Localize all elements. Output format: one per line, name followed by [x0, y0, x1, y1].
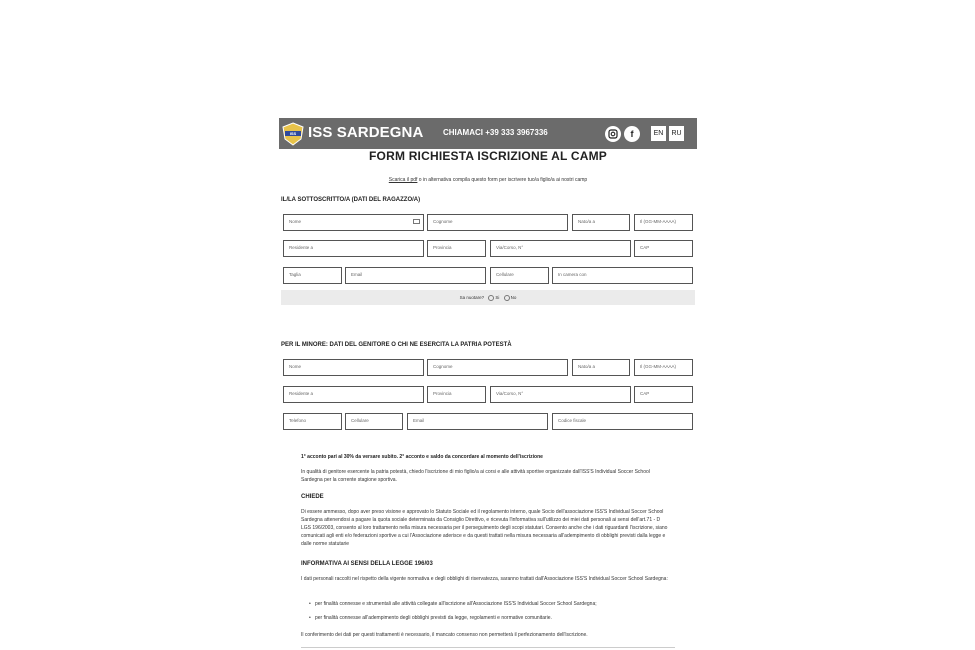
- call-number[interactable]: CHIAMACI +39 333 3967336: [443, 128, 548, 137]
- iss-logo-icon[interactable]: [281, 122, 305, 146]
- child-nome-placeholder: Nome: [289, 219, 302, 224]
- child-via-field[interactable]: Via/Corso, N°: [490, 240, 631, 257]
- section1-heading: IL/LA SOTTOSCRITTO/A (DATI DEL RAGAZZO/A): [281, 197, 421, 203]
- form-title: FORM RICHIESTA ISCRIZIONE AL CAMP: [369, 149, 607, 163]
- parent-residente-field[interactable]: Residente a: [283, 386, 424, 403]
- qualita-text: In qualità di genitore esercente la patria potestà, chiedo l'iscrizione di mio figlio/a ai corsi e alle attività sportive organizzate dall'ISS'S Individual Soccer School Sardegna per la corrente stagione sportiva.: [301, 469, 650, 483]
- acconto-text: 1° acconto pari al 30% da versare subito. 2° acconto e saldo da concordare al momento dell'iscrizione: [301, 454, 543, 460]
- swim-yes-label: Si: [495, 295, 500, 300]
- swim-no-radio[interactable]: [504, 295, 510, 301]
- child-date-field[interactable]: Il (GG-MM-AAAA): [634, 214, 693, 231]
- informativa-text: I dati personali raccolti nel rispetto della vigente normativa e degli obblighi di riservatezza, saranno trattati dall'Associazione ISS'S Individual Soccer School Sardegna:: [301, 576, 668, 582]
- intro-rest: o in alternativa compila questo form per iscrivere tuo/a figlio/a ai nostri camp: [417, 177, 588, 183]
- swim-no-label: No: [510, 295, 517, 300]
- lang-en-button[interactable]: EN: [651, 126, 666, 141]
- parent-via-field[interactable]: Via/Corso, N°: [490, 386, 631, 403]
- swim-question: Sa nuotare?: [459, 295, 485, 300]
- chiede-heading: CHIEDE: [301, 494, 324, 500]
- registration-page: [279, 118, 697, 650]
- child-cognome-field[interactable]: Cognome: [427, 214, 568, 231]
- child-taglia-field[interactable]: Taglia: [283, 267, 342, 284]
- chiede-text: Di essere ammesso, dopo aver preso visione e approvato lo Statuto Sociale ed il regolamento interno, quale Socio dell'associazione ISS'S Individual Soccer School Sardegna attenendosi a pagare la quota sociale determinata da Consiglio Direttivo, e ricevuta l'informativa sull'utilizzo dei miei dati personali ai sensi dell'art.71 - D LGS 196/2003, consento al loro trattamento nella misura necessaria per il perseguimento degli scopi statutari. Consento anche che i dati riguardanti l'iscrizione, siano comunicati agli enti e/o federazioni sportive a cui l'Associazione aderisce e da questi trattati nella misura necessaria all'adempimento di obblighi previsti dalla legge e dalle norme statutarie: [301, 509, 668, 547]
- swim-yes-radio[interactable]: [488, 295, 494, 301]
- child-cap-field[interactable]: CAP: [634, 240, 693, 257]
- instagram-icon[interactable]: [605, 126, 621, 142]
- child-cellulare-field[interactable]: Cellulare: [490, 267, 549, 284]
- informativa-heading: INFORMATIVA AI SENSI DELLA LEGGE 196/03: [301, 561, 433, 567]
- brand-name[interactable]: ISS SARDEGNA: [308, 124, 424, 141]
- parent-cap-field[interactable]: CAP: [634, 386, 693, 403]
- child-nome-field[interactable]: [283, 214, 424, 231]
- conferimento-text: Il conferimento dei dati per questi trattamenti è necessario, il mancato consenso non permetterà il perfezionamento dell'iscrizione.: [301, 632, 588, 638]
- section2-heading: PER IL MINORE: DATI DEL GENITORE O CHI NE ESERCITA LA PATRIA POTESTÀ: [281, 342, 512, 348]
- child-email-field[interactable]: Email: [345, 267, 486, 284]
- child-camera-field[interactable]: In camera con: [552, 267, 693, 284]
- informativa-bullet-1: • per finalità connesse e strumentali alle attività collegate all'iscrizione all'Associazione ISS'S Individual Soccer School Sardegna;: [315, 601, 597, 607]
- divider: [301, 647, 675, 648]
- swim-question-row: [281, 290, 695, 305]
- header-bar: [279, 118, 697, 149]
- parent-codice-field[interactable]: Codice fiscale: [552, 413, 693, 430]
- intro-text: [279, 177, 697, 183]
- informativa-bullet-2: • per finalità connesse all'adempimento degli obblighi previsti da legge, regolamenti e normative comunitarie.: [315, 615, 552, 621]
- parent-nato-field[interactable]: Nato/a a: [572, 359, 630, 376]
- download-pdf-link[interactable]: Scarica il pdf: [388, 177, 418, 183]
- contact-card-icon: [413, 219, 420, 224]
- lang-ru-button[interactable]: RU: [669, 126, 684, 141]
- parent-telefono-field[interactable]: Telefono: [283, 413, 342, 430]
- facebook-icon[interactable]: f: [624, 126, 640, 142]
- parent-date-field[interactable]: Il (GG-MM-AAAA): [634, 359, 693, 376]
- child-nato-field[interactable]: Nato/a a: [572, 214, 630, 231]
- parent-cognome-field[interactable]: Cognome: [427, 359, 568, 376]
- parent-nome-field[interactable]: Nome: [283, 359, 424, 376]
- parent-provincia-field[interactable]: Provincia: [427, 386, 486, 403]
- svg-text:ISS: ISS: [289, 131, 297, 136]
- parent-cellulare-field[interactable]: Cellulare: [345, 413, 403, 430]
- parent-email-field[interactable]: Email: [407, 413, 548, 430]
- child-provincia-field[interactable]: Provincia: [427, 240, 486, 257]
- child-residente-field[interactable]: Residente a: [283, 240, 424, 257]
